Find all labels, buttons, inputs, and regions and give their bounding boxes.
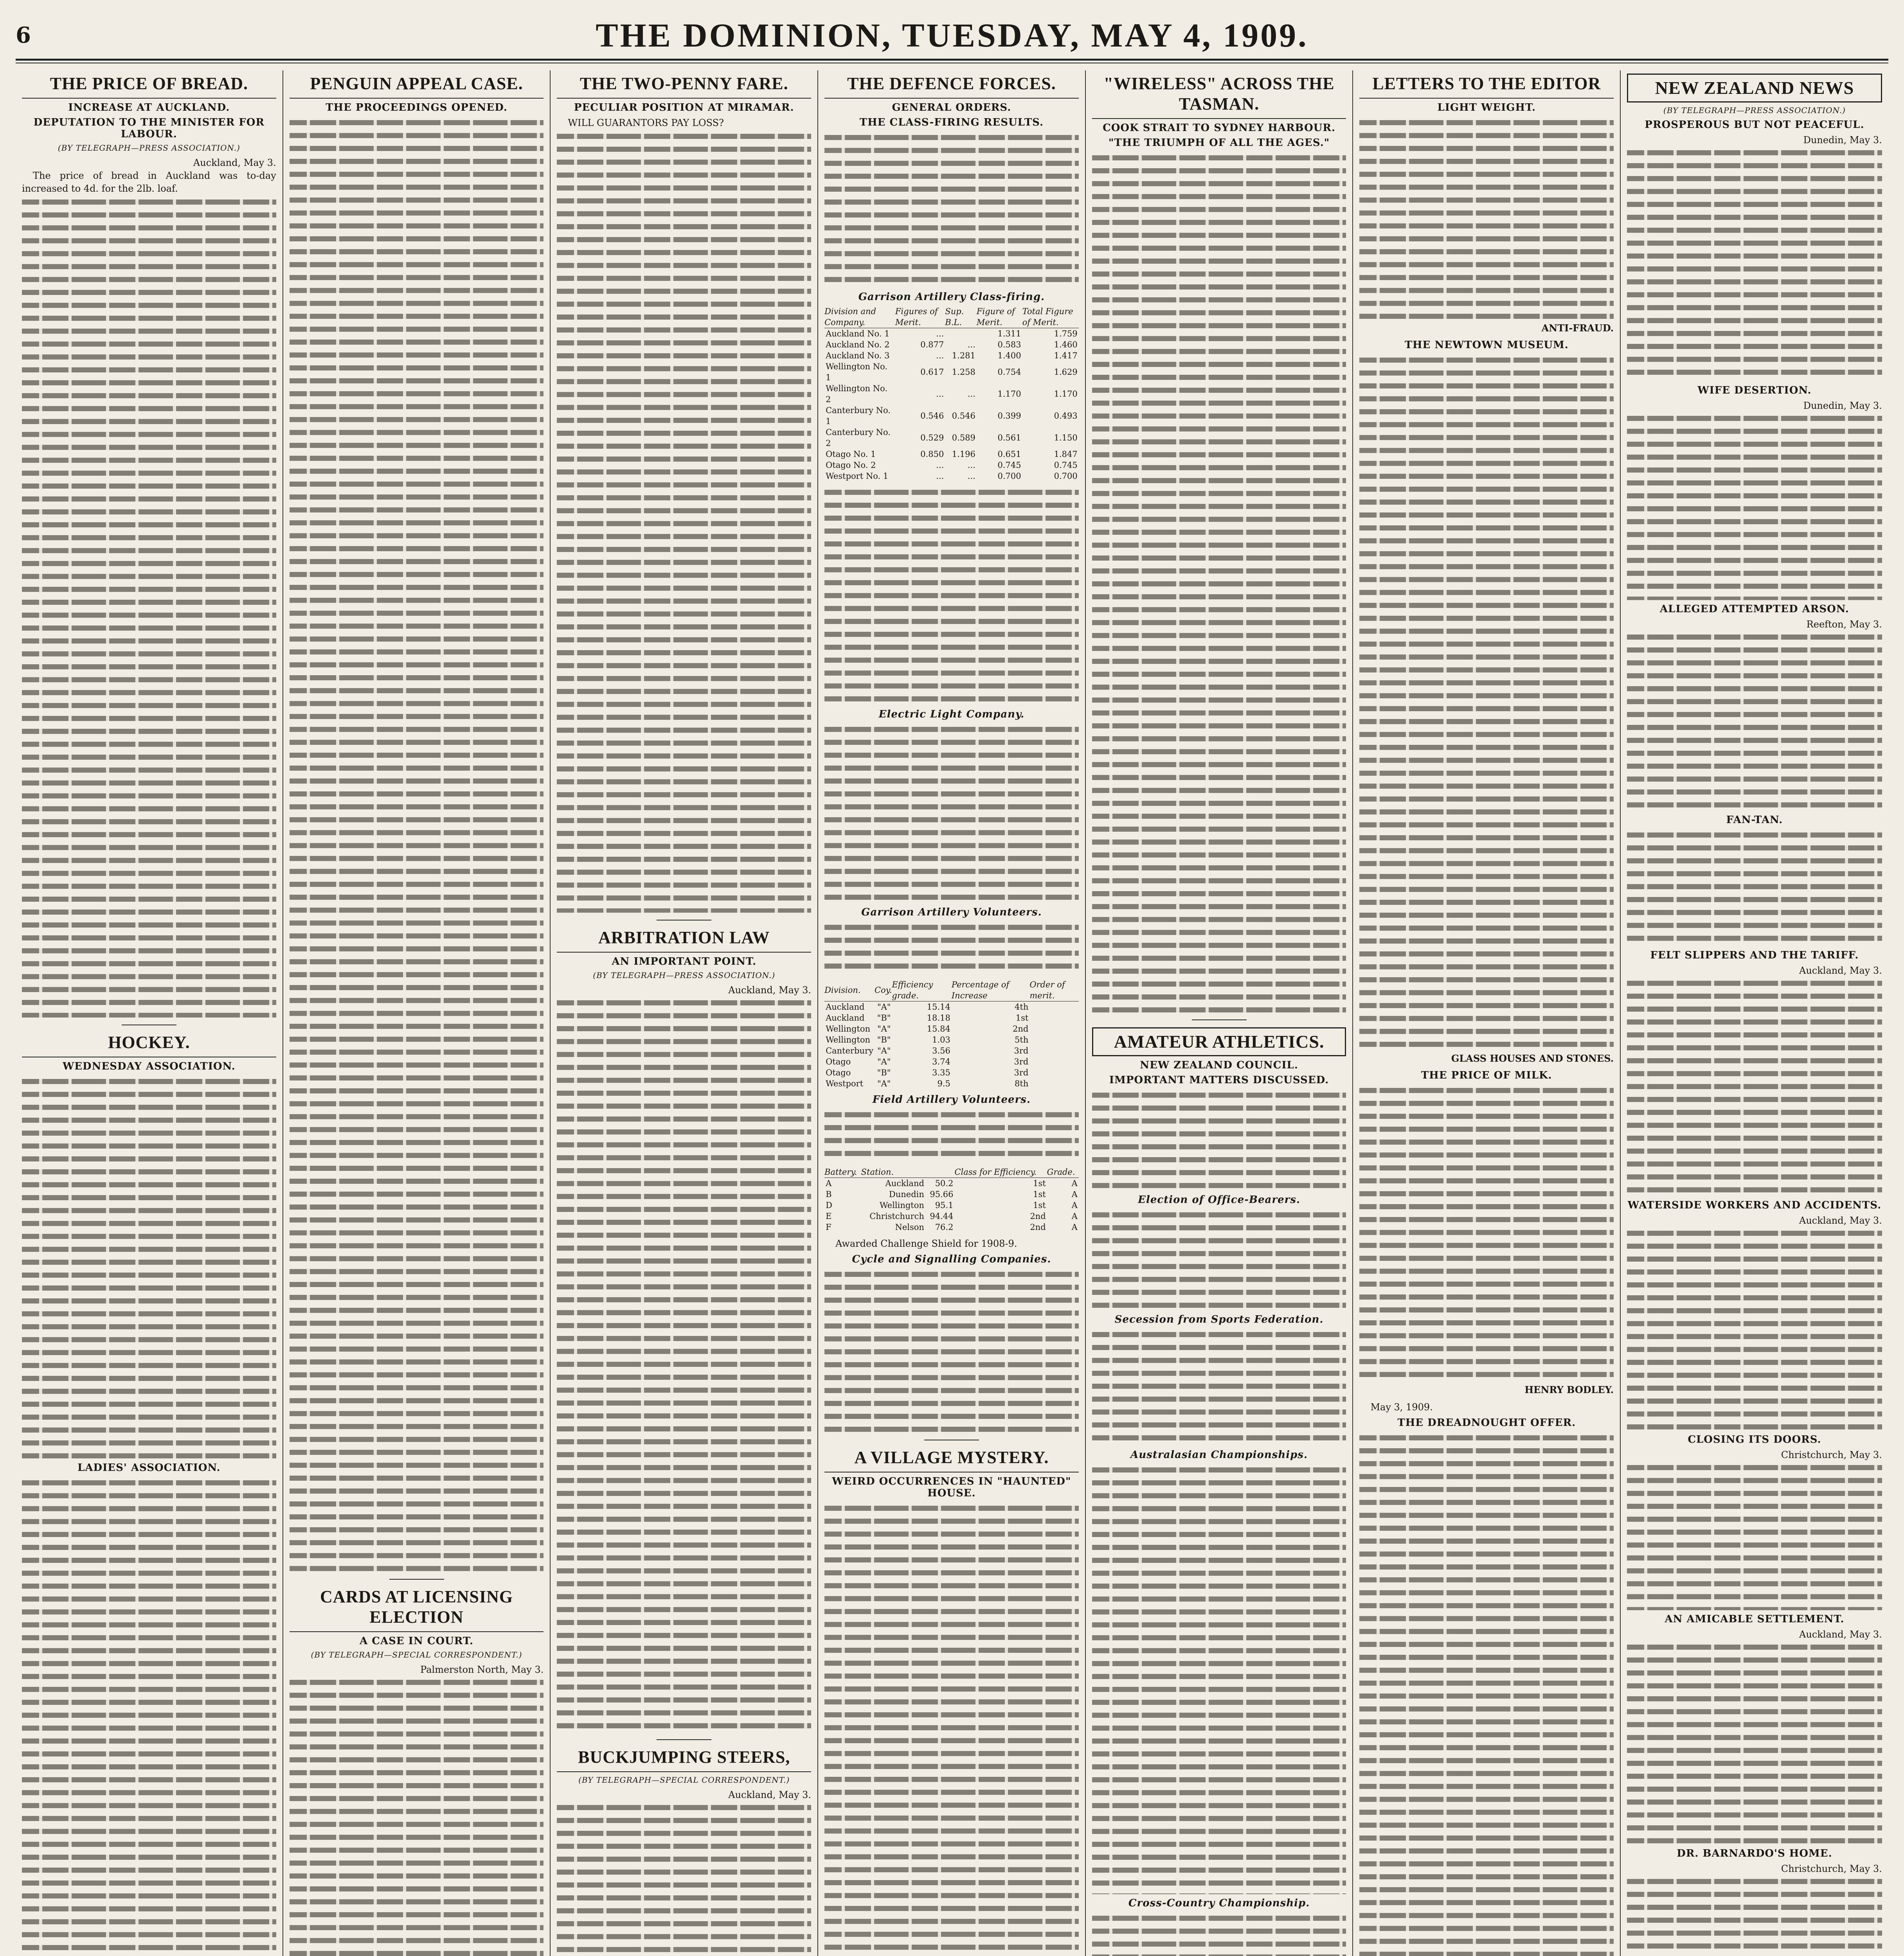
table-cell: 1.400 — [997, 351, 1021, 360]
subheading: IMPORTANT MATTERS DISCUSSED. — [1109, 1074, 1329, 1086]
subheading: PECULIAR POSITION AT MIRAMAR. — [574, 102, 794, 113]
table-header-cell: Order of merit. — [1029, 979, 1078, 1001]
article-lead — [22, 169, 276, 195]
table-cell: 0.754 — [997, 367, 1021, 377]
table-row — [824, 350, 1079, 361]
table-cell: Canterbury No. 2 — [826, 428, 891, 448]
section-heading-nz-news: NEW ZEALAND NEWS — [1627, 74, 1882, 102]
table-cell: B — [826, 1190, 832, 1199]
field-artillery-table — [824, 1167, 1079, 1233]
table-cell: Christchurch — [869, 1212, 924, 1221]
table-row — [824, 1222, 1079, 1233]
subheading: NEW ZEALAND COUNCIL. — [1140, 1059, 1298, 1071]
article-text-block — [824, 131, 1079, 288]
article-heading-defence: THE DEFENCE FORCES. — [824, 74, 1079, 99]
table-cell: 1.629 — [1054, 367, 1078, 377]
table-cell: Nelson — [895, 1222, 924, 1232]
dateline: Auckland, May 3. — [728, 1789, 812, 1800]
table-cell: "B" — [877, 1013, 891, 1023]
table-cell: A — [1071, 1212, 1078, 1221]
table-cell: ... — [967, 389, 975, 399]
article-heading-athletics: AMATEUR ATHLETICS. — [1092, 1027, 1346, 1056]
table-cell: Auckland — [826, 1013, 865, 1023]
nz-news-subheading: FELT SLIPPERS AND THE TARIFF. — [1650, 949, 1859, 961]
table-cell: 1.847 — [1054, 449, 1078, 459]
subheading: Secession from Sports Federation. — [1114, 1314, 1324, 1325]
article-text-block — [824, 486, 1079, 705]
article-text-block — [824, 723, 1079, 903]
table-row — [824, 1001, 1079, 1013]
article-text-block — [1627, 829, 1882, 946]
article-text-block — [557, 997, 811, 1732]
byline: (BY TELEGRAPH—PRESS ASSOCIATION.) — [58, 143, 240, 153]
lead-paragraph: WILL GUARANTORS PAY LOSS? — [568, 117, 724, 128]
letter-text-block — [1359, 1084, 1614, 1382]
table-cell: Auckland No. 1 — [826, 329, 890, 338]
nz-news-subheading: CLOSING ITS DOORS. — [1688, 1434, 1821, 1445]
masthead-rule — [16, 59, 1888, 61]
table-cell: "A" — [877, 1046, 891, 1055]
table-row — [824, 383, 1079, 405]
table-cell: "A" — [877, 1079, 891, 1088]
table-cell: 1.460 — [1054, 340, 1078, 349]
table-row — [824, 427, 1079, 449]
table-cell: 1.417 — [1054, 351, 1078, 360]
table-row — [824, 449, 1079, 460]
table-cell: 0.850 — [920, 449, 944, 459]
table-cell: Otago — [826, 1057, 851, 1066]
nz-news-items — [1627, 119, 1882, 1956]
table-cell: 1st — [1033, 1190, 1046, 1199]
table-cell: "B" — [877, 1035, 891, 1045]
article-lead — [557, 117, 811, 129]
lead-paragraph: The price of bread in Auckland was to-day increased to 4d. for the 2lb. loaf. — [22, 170, 276, 194]
table-cell: Otago No. 1 — [826, 449, 876, 459]
article-text-block — [1627, 1641, 1882, 1845]
table-cell: 94.44 — [930, 1212, 954, 1221]
table-row — [824, 1211, 1079, 1222]
table-cell: Otago No. 2 — [826, 460, 876, 470]
garrison-volunteers-table — [824, 979, 1079, 1089]
divider — [657, 1739, 711, 1740]
subheading: Garrison Artillery Volunteers. — [861, 906, 1042, 918]
byline: (BY TELEGRAPH—SPECIAL CORRESPONDENT.) — [311, 1650, 522, 1659]
table-cell: 2nd — [1030, 1212, 1046, 1221]
table-cell: 0.589 — [952, 433, 975, 442]
article-text-block — [557, 1801, 811, 1956]
table-cell: 0.745 — [1054, 460, 1078, 470]
table-header-cell: Class for Efficiency. — [954, 1167, 1047, 1178]
masthead — [16, 16, 1888, 55]
table-cell: 8th — [1015, 1079, 1029, 1088]
table-cell: 1.196 — [952, 449, 975, 459]
table-cell: 0.583 — [997, 340, 1021, 349]
table-cell: ... — [936, 460, 944, 470]
article-text-block — [824, 1109, 1079, 1163]
table-cell: 5th — [1015, 1035, 1029, 1045]
article-text-block — [1627, 1227, 1882, 1431]
table-cell: 3rd — [1014, 1057, 1029, 1066]
nz-news-subheading: WIFE DESERTION. — [1697, 385, 1812, 396]
table-row — [824, 1178, 1079, 1189]
table-row — [824, 405, 1079, 427]
table-cell: "A" — [877, 1024, 891, 1034]
nz-news-subheading: DR. BARNARDO'S HOME. — [1677, 1848, 1832, 1859]
divider — [389, 1579, 444, 1580]
subheading: Field Artillery Volunteers. — [872, 1094, 1031, 1106]
table-cell: F — [826, 1222, 831, 1232]
column-3 — [551, 70, 818, 1956]
subheading: DEPUTATION TO THE MINISTER FOR LABOUR. — [33, 117, 265, 140]
byline: (BY TELEGRAPH—PRESS ASSOCIATION.) — [593, 971, 776, 980]
column-5 — [1086, 70, 1353, 1956]
nz-news-subheading: ALLEGED ATTEMPTED ARSON. — [1659, 603, 1849, 615]
article-text-block — [1092, 152, 1346, 1012]
dateline: Christchurch, May 3. — [1781, 1863, 1882, 1874]
table-cell: 95.66 — [930, 1190, 954, 1199]
table-header-cell: Division and Company. — [824, 306, 895, 328]
table-cell: 0.546 — [952, 411, 975, 421]
table-cell: ... — [967, 340, 975, 349]
table-cell: 18.18 — [927, 1013, 950, 1023]
subheading: COOK STRAIT TO SYDNEY HARBOUR. — [1103, 122, 1336, 134]
table-header-cell: Station. — [861, 1167, 925, 1178]
table-cell: 15.14 — [927, 1002, 950, 1012]
table-cell: Otago — [826, 1068, 851, 1077]
table-row — [824, 471, 1079, 482]
article-text-block — [1627, 977, 1882, 1196]
table-cell: "B" — [877, 1068, 891, 1077]
letter-text-block — [1359, 1432, 1614, 1956]
table-cell: 1st — [1015, 1013, 1029, 1023]
table-cell: A — [1071, 1222, 1078, 1232]
table-header-cell: Total Figure of Merit. — [1022, 306, 1079, 328]
nz-news-subheading: WATERSIDE WORKERS AND ACCIDENTS. — [1627, 1199, 1882, 1211]
table-row — [824, 1023, 1079, 1034]
article-text-block — [1627, 147, 1882, 381]
dateline: Dunedin, May 3. — [1803, 135, 1882, 146]
article-text-block — [1627, 412, 1882, 600]
subheading: AN IMPORTANT POINT. — [612, 956, 757, 967]
table-row — [824, 1034, 1079, 1045]
letter-signature: ANTI-FRAUD. — [1541, 322, 1614, 334]
dateline: Dunedin, May 3. — [1803, 400, 1882, 411]
article-heading-fare: THE TWO-PENNY FARE. — [557, 74, 811, 99]
article-text-block — [290, 1676, 544, 1956]
table-cell: 76.2 — [935, 1222, 954, 1232]
article-text-block — [22, 196, 276, 1018]
table-cell: "A" — [877, 1002, 891, 1012]
letter-signature: GLASS HOUSES AND STONES. — [1451, 1053, 1614, 1064]
table-cell: Wellington — [826, 1035, 871, 1045]
article-heading-arbitration: ARBITRATION LAW — [557, 928, 811, 953]
table-cell: 1.03 — [932, 1035, 950, 1045]
byline: (BY TELEGRAPH—SPECIAL CORRESPONDENT.) — [578, 1775, 790, 1785]
table-cell: 0.651 — [997, 449, 1021, 459]
table-note — [824, 1237, 1079, 1250]
dateline: Auckland, May 3. — [193, 157, 276, 168]
subheading: THE CLASS-FIRING RESULTS. — [859, 117, 1044, 128]
table-cell: ... — [967, 460, 975, 470]
article-text-block — [1092, 1464, 1346, 1894]
subheading: LADIES' ASSOCIATION. — [77, 1462, 221, 1474]
table-cell: 0.617 — [920, 367, 944, 377]
table-row — [824, 460, 1079, 471]
letter-date-text: May 3, 1909. — [1370, 1402, 1433, 1413]
dateline: Auckland, May 3. — [1799, 1629, 1882, 1640]
article-heading-cards: CARDS AT LICENSING ELECTION — [290, 1587, 544, 1632]
article-heading-hockey: HOCKEY. — [22, 1032, 276, 1057]
column-4 — [818, 70, 1086, 1956]
article-text-block — [22, 1477, 276, 1956]
table-row — [824, 328, 1079, 340]
dateline: Auckland, May 3. — [728, 985, 812, 996]
article-text-block — [1092, 1209, 1346, 1311]
subheading: Cross-Country Championship. — [1128, 1897, 1310, 1909]
table-row — [824, 1200, 1079, 1211]
dateline: Palmerston North, May 3. — [420, 1664, 544, 1675]
table-cell: 1.281 — [952, 351, 975, 360]
subheading: THE PRICE OF MILK. — [1421, 1070, 1552, 1081]
subheading: THE DREADNOUGHT OFFER. — [1397, 1417, 1576, 1429]
subheading: Election of Office-Bearers. — [1138, 1194, 1301, 1206]
table-cell: Westport — [826, 1079, 864, 1088]
article-heading-wireless: "WIRELESS" ACROSS THE TASMAN. — [1092, 74, 1346, 119]
article-text-block — [824, 1502, 1079, 1956]
letter-date — [1359, 1401, 1614, 1414]
table-cell: Westport No. 1 — [826, 471, 889, 481]
table-cell: 1.311 — [997, 329, 1021, 338]
table-header-cell: Sup. B.L. — [945, 306, 977, 328]
subheading: Australasian Championships. — [1130, 1449, 1308, 1461]
article-text-block — [557, 130, 811, 913]
table-cell: 0.700 — [1054, 471, 1078, 481]
table-cell: 1.170 — [997, 389, 1021, 399]
table-cell: A — [1071, 1201, 1078, 1210]
table-row — [824, 1045, 1079, 1056]
table-header-cell: Division. — [824, 979, 875, 1001]
page-number: 6 — [16, 22, 31, 48]
table-cell: Canterbury — [826, 1046, 873, 1055]
table-cell: 1st — [1033, 1201, 1046, 1210]
subheading: GENERAL ORDERS. — [892, 102, 1011, 113]
table-cell: 2nd — [1013, 1024, 1029, 1034]
table-header-cell: Grade. — [1047, 1167, 1079, 1178]
subheading: INCREASE AT AUCKLAND. — [68, 102, 230, 113]
table-cell: ... — [936, 389, 944, 399]
page-columns — [16, 70, 1888, 1956]
subheading: "THE TRIUMPH OF ALL THE AGES." — [1108, 137, 1330, 149]
article-text-block — [1627, 631, 1882, 811]
table-cell: A — [1071, 1179, 1078, 1188]
table-cell: 15.84 — [927, 1024, 950, 1034]
table-cell: Auckland No. 2 — [826, 340, 890, 349]
table-cell: 0.700 — [997, 471, 1021, 481]
subheading: THE PROCEEDINGS OPENED. — [326, 102, 507, 113]
article-text-block — [824, 1268, 1079, 1433]
column-1 — [16, 70, 283, 1956]
table-cell: 0.399 — [997, 411, 1021, 421]
table-row — [824, 1189, 1079, 1200]
subheading: Garrison Artillery Class-firing. — [858, 291, 1045, 303]
table-header-cell: Efficiency grade. — [892, 979, 951, 1001]
table-cell: Wellington — [826, 1024, 871, 1034]
table-cell: Auckland No. 3 — [826, 351, 890, 360]
table-cell: Canterbury No. 1 — [826, 406, 891, 426]
subheading: WEDNESDAY ASSOCIATION. — [63, 1061, 236, 1072]
table-cell: 4th — [1015, 1002, 1029, 1012]
letter-signature: HENRY BODLEY. — [1524, 1384, 1614, 1395]
divider — [1192, 1019, 1247, 1020]
subheading: Cycle and Signalling Companies. — [852, 1253, 1051, 1265]
article-text-block — [1627, 1875, 1882, 1956]
table-cell: E — [826, 1212, 832, 1221]
newspaper-title: THE DOMINION, TUESDAY, MAY 4, 1909. — [596, 16, 1308, 54]
dateline: Reefton, May 3. — [1806, 619, 1882, 630]
table-cell: 0.561 — [997, 433, 1021, 442]
table-header-cell — [925, 1167, 955, 1178]
table-note-text: Awarded Challenge Shield for 1908-9. — [835, 1238, 1017, 1249]
table-cell: D — [826, 1201, 832, 1210]
column-2 — [283, 70, 551, 1956]
table-cell: A — [1071, 1190, 1078, 1199]
column-7 — [1621, 70, 1888, 1956]
letter-text-block — [1359, 117, 1614, 320]
article-text-block — [1092, 1089, 1346, 1191]
table-header-cell: Figure of Merit. — [977, 306, 1022, 328]
table-header-cell: Coy. — [875, 979, 892, 1001]
article-heading-mystery: A VILLAGE MYSTERY. — [824, 1447, 1079, 1472]
subheading: A CASE IN COURT. — [360, 1635, 473, 1647]
table-row — [824, 1078, 1079, 1089]
table-cell: 0.546 — [920, 411, 944, 421]
table-header-cell: Percentage of Increase — [952, 979, 1029, 1001]
table-cell: Dunedin — [889, 1190, 924, 1199]
table-cell: A — [826, 1179, 832, 1188]
subheading: WEIRD OCCURRENCES IN "HAUNTED" HOUSE. — [832, 1476, 1071, 1499]
article-heading-steers: BUCKJUMPING STEERS, — [557, 1747, 811, 1772]
article-text-block — [22, 1075, 276, 1459]
table-cell: 1.170 — [1054, 389, 1078, 399]
article-text-block — [1627, 1462, 1882, 1610]
table-cell: Wellington No. 2 — [826, 384, 888, 404]
table-cell: 9.5 — [937, 1079, 950, 1088]
table-row — [824, 1012, 1079, 1023]
table-cell: ... — [936, 351, 944, 360]
nz-news-subheading: FAN-TAN. — [1726, 814, 1783, 826]
table-cell: 1st — [1033, 1179, 1046, 1188]
table-header-cell: Battery. — [824, 1167, 861, 1178]
article-heading-penguin: PENGUIN APPEAL CASE. — [290, 74, 544, 99]
article-text-block — [824, 921, 1079, 976]
table-cell: ... — [936, 329, 944, 338]
table-cell: Wellington No. 1 — [826, 362, 888, 382]
table-cell — [945, 328, 977, 340]
table-cell: 3rd — [1014, 1068, 1029, 1077]
section-heading-letters: LETTERS TO THE EDITOR — [1359, 74, 1614, 99]
table-cell: 3rd — [1014, 1046, 1029, 1055]
table-cell: ... — [936, 471, 944, 481]
table-row — [824, 339, 1079, 350]
table-cell: 0.529 — [920, 433, 944, 442]
column-6 — [1353, 70, 1621, 1956]
dateline: Christchurch, May 3. — [1781, 1449, 1882, 1460]
table-cell: 0.493 — [1054, 411, 1078, 421]
table-cell: Auckland — [826, 1002, 865, 1012]
table-cell: 1.759 — [1054, 329, 1078, 338]
dateline: Auckland, May 3. — [1799, 965, 1882, 976]
table-cell: 3.56 — [932, 1046, 950, 1055]
table-cell: Wellington — [879, 1201, 924, 1210]
article-text-block — [1092, 1329, 1346, 1446]
subheading: THE NEWTOWN MUSEUM. — [1404, 339, 1569, 351]
table-header-cell: Figures of Merit. — [895, 306, 945, 328]
table-cell: 3.74 — [932, 1057, 950, 1066]
letter-text-block — [1359, 354, 1614, 1050]
dateline: Auckland, May 3. — [1799, 1215, 1882, 1226]
garrison-artillery-table — [824, 306, 1079, 482]
table-cell: 95.1 — [935, 1201, 954, 1210]
table-cell: 0.877 — [920, 340, 944, 349]
article-text-block — [290, 117, 544, 1572]
table-cell: ... — [967, 471, 975, 481]
article-text-block — [1092, 1912, 1346, 1956]
table-row — [824, 1067, 1079, 1078]
nz-news-subheading: AN AMICABLE SETTLEMENT. — [1665, 1613, 1845, 1625]
table-cell: "A" — [877, 1057, 891, 1066]
table-cell: 1.258 — [952, 367, 975, 377]
byline: (BY TELEGRAPH—PRESS ASSOCIATION.) — [1663, 106, 1846, 115]
table-cell: 2nd — [1030, 1222, 1046, 1232]
table-cell: 0.745 — [997, 460, 1021, 470]
nz-news-subheading: PROSPEROUS BUT NOT PEACEFUL. — [1645, 119, 1864, 131]
table-cell: 50.2 — [935, 1179, 954, 1188]
article-heading-bread: THE PRICE OF BREAD. — [22, 74, 276, 99]
subheading: LIGHT WEIGHT. — [1437, 102, 1536, 113]
table-cell: Auckland — [885, 1179, 924, 1188]
table-row — [824, 361, 1079, 383]
table-row — [824, 1056, 1079, 1067]
subheading: Electric Light Company. — [878, 708, 1025, 720]
table-cell: 3.35 — [932, 1068, 950, 1077]
table-cell: 1.150 — [1054, 433, 1078, 442]
